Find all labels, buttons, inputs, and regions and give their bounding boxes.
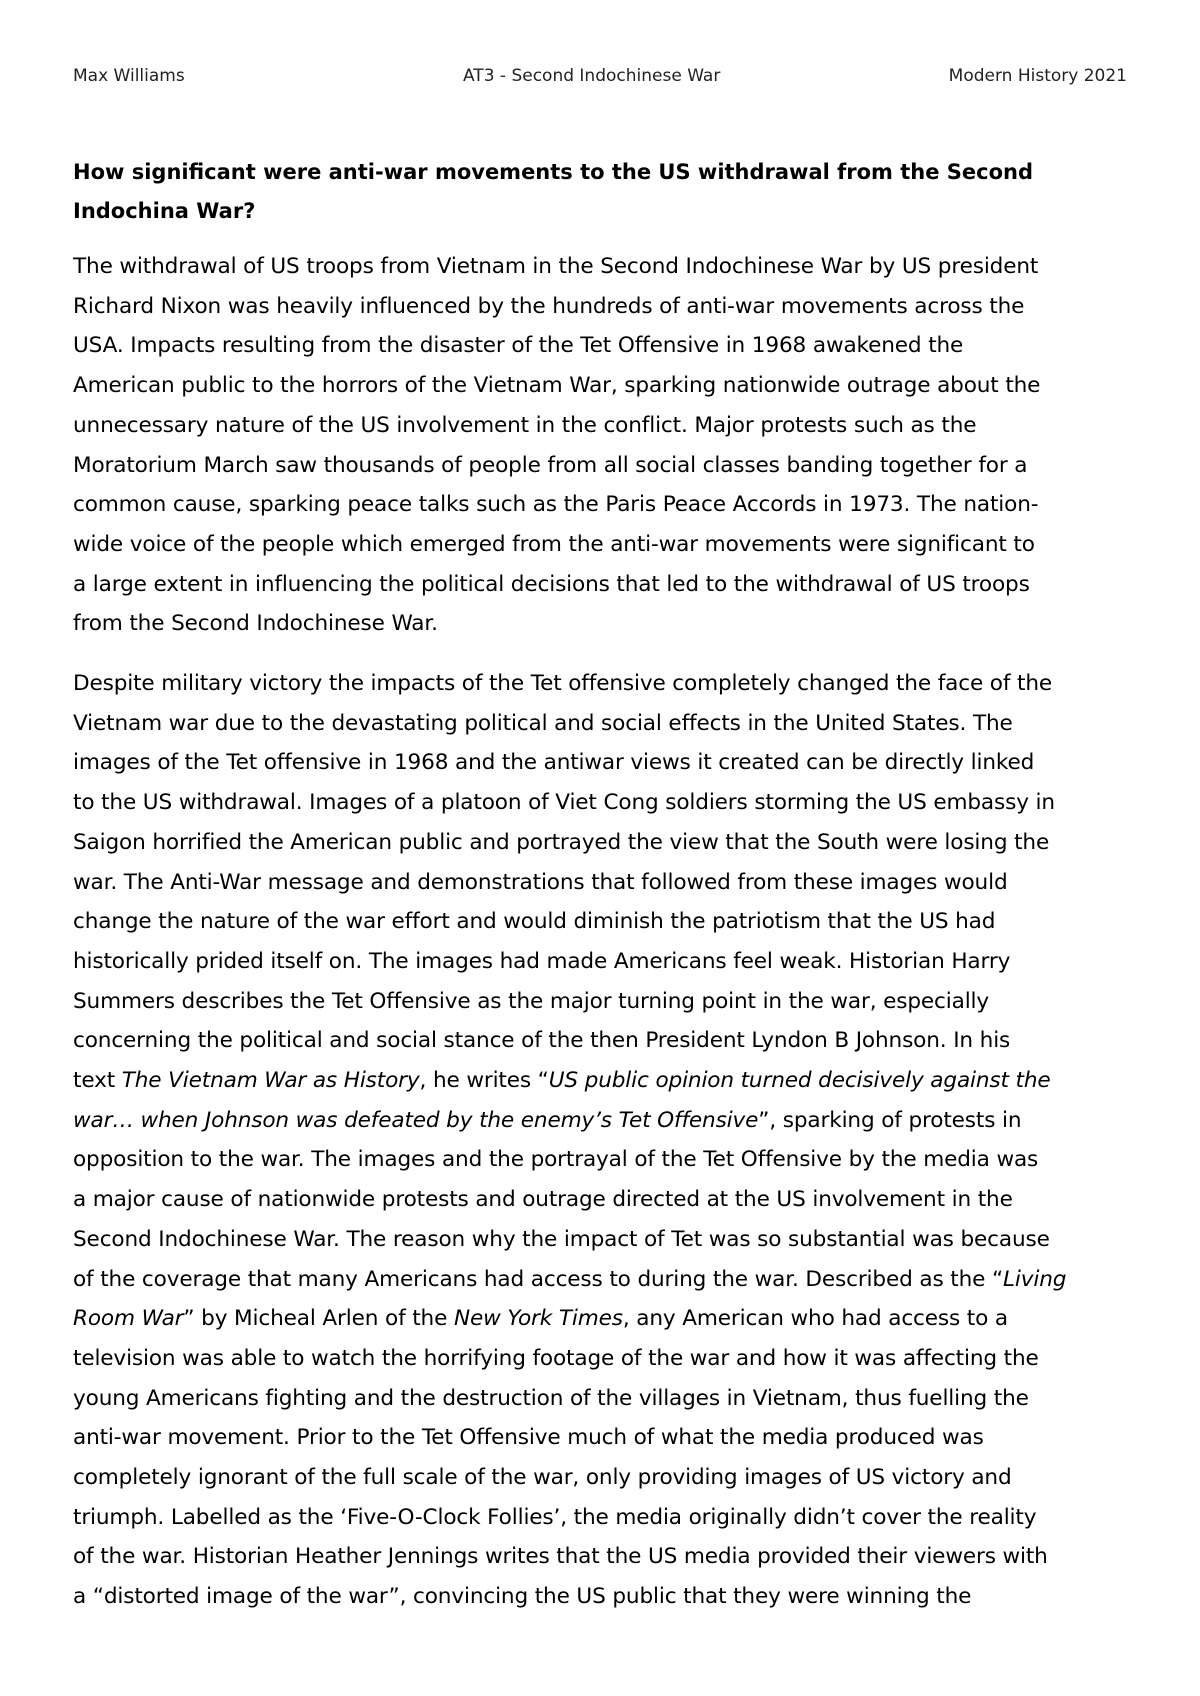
text-line: historically prided itself on. The images had made Americans feel weak. Historian Harry [73, 948, 1011, 974]
text-line [73, 1299, 1141, 1339]
text-line: American public to the horrors of the Vietnam War, sparking nationwide outrage about the [73, 373, 1041, 399]
text-segment: ”, sparking of protests in [758, 1107, 1022, 1133]
text-segment: ” by Micheal Arlen of the [183, 1306, 454, 1332]
text-line: USA. Impacts resulting from the disaster of the Tet Offensive in 1968 awakened the [73, 333, 964, 359]
text-line: to the US withdrawal. Images of a platoon of Viet Cong soldiers storming the US embassy in [73, 790, 1055, 816]
text-line: Saigon horrified the American public and portrayed the view that the South were losing the [73, 829, 1050, 855]
text-line: of the war. Historian Heather Jennings writes that the US media provided their viewers with [73, 1544, 1048, 1570]
text-line: common cause, sparking peace talks such as the Paris Peace Accords in 1973. The nation- [73, 492, 1039, 518]
text-line: opposition to the war. The images and the portrayal of the Tet Offensive by the media was [73, 1147, 1039, 1173]
page-header [73, 66, 1127, 106]
text-line: from the Second Indochinese War. [73, 611, 438, 637]
text-line: completely ignorant of the full scale of the war, only providing images of US victory and [73, 1465, 1012, 1491]
text-line: television was able to watch the horrifying footage of the war and how it was affecting the [73, 1345, 1039, 1371]
text-line: change the nature of the war effort and would diminish the patriotism that the US had [73, 909, 996, 935]
text-line: unnecessary nature of the US involvement in the conflict. Major protests such as the [73, 412, 977, 438]
text-line: a large extent in influencing the political decisions that led to the withdrawal of US troops [73, 571, 1030, 597]
text-segment: of the coverage that many Americans had access to during the war. Described as the “ [73, 1266, 1003, 1292]
text-line: The withdrawal of US troops from Vietnam in the Second Indochinese War by US president [73, 254, 1039, 279]
paragraph-introduction [73, 247, 1141, 644]
paragraph-tet-offensive [73, 664, 1141, 1617]
text-line: a “distorted image of the war”, convincing the US public that they were winning the [73, 1584, 972, 1610]
text-line: images of the Tet offensive in 1968 and the antiwar views it created can be directly linked [73, 750, 1035, 776]
header-assignment: AT3 - Second Indochinese War [463, 66, 721, 86]
text-line: triumph. Labelled as the ‘Five-O-Clock Follies’, the media originally didn’t cover the reality [73, 1504, 1037, 1530]
text-line: Despite military victory the impacts of the Tet offensive completely changed the face of the [73, 671, 1053, 696]
book-title: The Vietnam War as History [121, 1068, 420, 1094]
quotation: US public opinion turned decisively against the [548, 1068, 1051, 1094]
text-line: anti-war movement. Prior to the Tet Offensive much of what the media produced was [73, 1425, 984, 1451]
title-line: Indochina War? [73, 199, 256, 223]
quotation: Living [1003, 1266, 1067, 1292]
text-line: Richard Nixon was heavily influenced by the hundreds of anti-war movements across the [73, 293, 1025, 319]
text-line [73, 1061, 1141, 1101]
text-segment: text [73, 1068, 122, 1094]
header-author: Max Williams [73, 66, 185, 86]
text-line: wide voice of the people which emerged from the anti-war movements were significant to [73, 531, 1035, 557]
essay-question [73, 153, 1133, 231]
text-line: Summers describes the Tet Offensive as the major turning point in the war, especially [73, 988, 990, 1014]
text-line: Vietnam war due to the devastating political and social effects in the United States. The [73, 710, 1013, 736]
text-line: Second Indochinese War. The reason why the impact of Tet was so substantial was because [73, 1226, 1050, 1252]
quotation: war… when Johnson was defeated by the enemy’s Tet Offensive [73, 1107, 759, 1133]
text-line [73, 1260, 1141, 1300]
text-line: war. The Anti-War message and demonstrations that followed from these images would [73, 869, 1008, 895]
text-line: concerning the political and social stance of the then President Lyndon B Johnson. In his [73, 1028, 1011, 1054]
text-segment: , he writes “ [419, 1068, 549, 1094]
quotation: Room War [73, 1306, 184, 1332]
text-line: young Americans fighting and the destruction of the villages in Vietnam, thus fuelling the [73, 1385, 1029, 1411]
header-course: Modern History 2021 [948, 66, 1127, 86]
text-line: Moratorium March saw thousands of people from all social classes banding together for a [73, 452, 1028, 478]
newspaper-title: New York Times [453, 1306, 623, 1332]
text-line [73, 1101, 1141, 1141]
text-line: a major cause of nationwide protests and outrage directed at the US involvement in the [73, 1187, 1013, 1213]
text-segment: , any American who had access to a [622, 1306, 1008, 1332]
title-line: How significant were anti-war movements to the US withdrawal from the Second [73, 160, 1034, 184]
